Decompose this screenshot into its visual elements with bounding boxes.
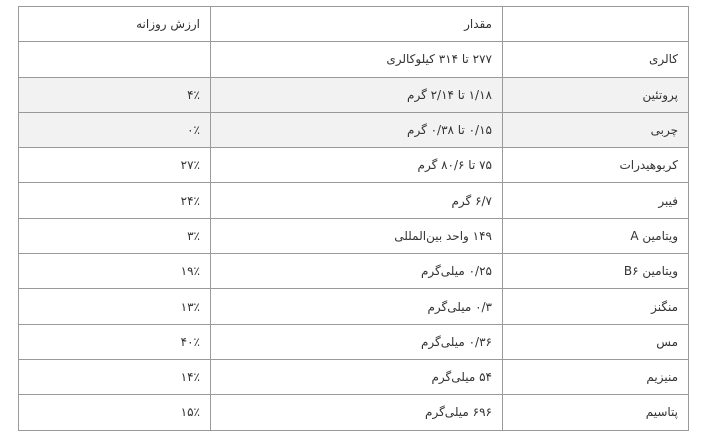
table-row: [19, 395, 689, 430]
nutrient-daily-value: ۴٪: [19, 77, 211, 112]
nutrient-amount: ۰/۱۵ تا ۰/۳۸ گرم: [211, 112, 503, 147]
nutrient-daily-value: ۰٪: [19, 112, 211, 147]
header-nutrient: [503, 7, 689, 42]
table-row: [19, 148, 689, 183]
nutrient-daily-value: ۱۴٪: [19, 359, 211, 394]
nutrient-name: ویتامین B۶: [503, 254, 689, 289]
table-row: [19, 77, 689, 112]
nutrient-daily-value: ۱۹٪: [19, 254, 211, 289]
table-row: [19, 254, 689, 289]
nutrient-amount: ۰/۳ میلی‌گرم: [211, 289, 503, 324]
header-daily-value: ارزش روزانه: [19, 7, 211, 42]
nutrient-daily-value: ۴۰٪: [19, 324, 211, 359]
nutrient-daily-value: ۱۵٪: [19, 395, 211, 430]
nutrient-name: منیزیم: [503, 359, 689, 394]
nutrient-amount: ۱/۱۸ تا ۲/۱۴ گرم: [211, 77, 503, 112]
nutrient-name: منگنز: [503, 289, 689, 324]
nutrient-amount: ۰/۳۶ میلی‌گرم: [211, 324, 503, 359]
nutrient-amount: ۰/۲۵ میلی‌گرم: [211, 254, 503, 289]
nutrient-daily-value: ۲۴٪: [19, 183, 211, 218]
header-amount: مقدار: [211, 7, 503, 42]
nutrient-name: چربی: [503, 112, 689, 147]
nutrient-amount: ۵۴ میلی‌گرم: [211, 359, 503, 394]
table-row: [19, 324, 689, 359]
nutrient-daily-value: ۲۷٪: [19, 148, 211, 183]
nutrition-table-container: [18, 6, 688, 431]
nutrient-amount: ۶/۷ گرم: [211, 183, 503, 218]
nutrient-name: فیبر: [503, 183, 689, 218]
nutrient-name: کربوهیدرات: [503, 148, 689, 183]
nutrient-amount: ۱۴۹ واحد بین‌المللی: [211, 218, 503, 253]
table-row: [19, 289, 689, 324]
table-row: [19, 42, 689, 77]
nutrient-daily-value: ۳٪: [19, 218, 211, 253]
nutrient-name: ویتامین A: [503, 218, 689, 253]
table-row: [19, 218, 689, 253]
nutrient-amount: ۷۵ تا ۸۰/۶ گرم: [211, 148, 503, 183]
table-header-row: [19, 7, 689, 42]
table-row: [19, 359, 689, 394]
nutrient-amount: ۲۷۷ تا ۳۱۴ کیلوکالری: [211, 42, 503, 77]
nutrient-name: پروتئین: [503, 77, 689, 112]
table-row: [19, 112, 689, 147]
nutrient-name: مس: [503, 324, 689, 359]
nutrient-name: پتاسیم: [503, 395, 689, 430]
nutrient-daily-value: [19, 42, 211, 77]
nutrition-table: [18, 6, 689, 431]
nutrient-name: کالری: [503, 42, 689, 77]
table-row: [19, 183, 689, 218]
nutrient-amount: ۶۹۶ میلی‌گرم: [211, 395, 503, 430]
nutrient-daily-value: ۱۳٪: [19, 289, 211, 324]
